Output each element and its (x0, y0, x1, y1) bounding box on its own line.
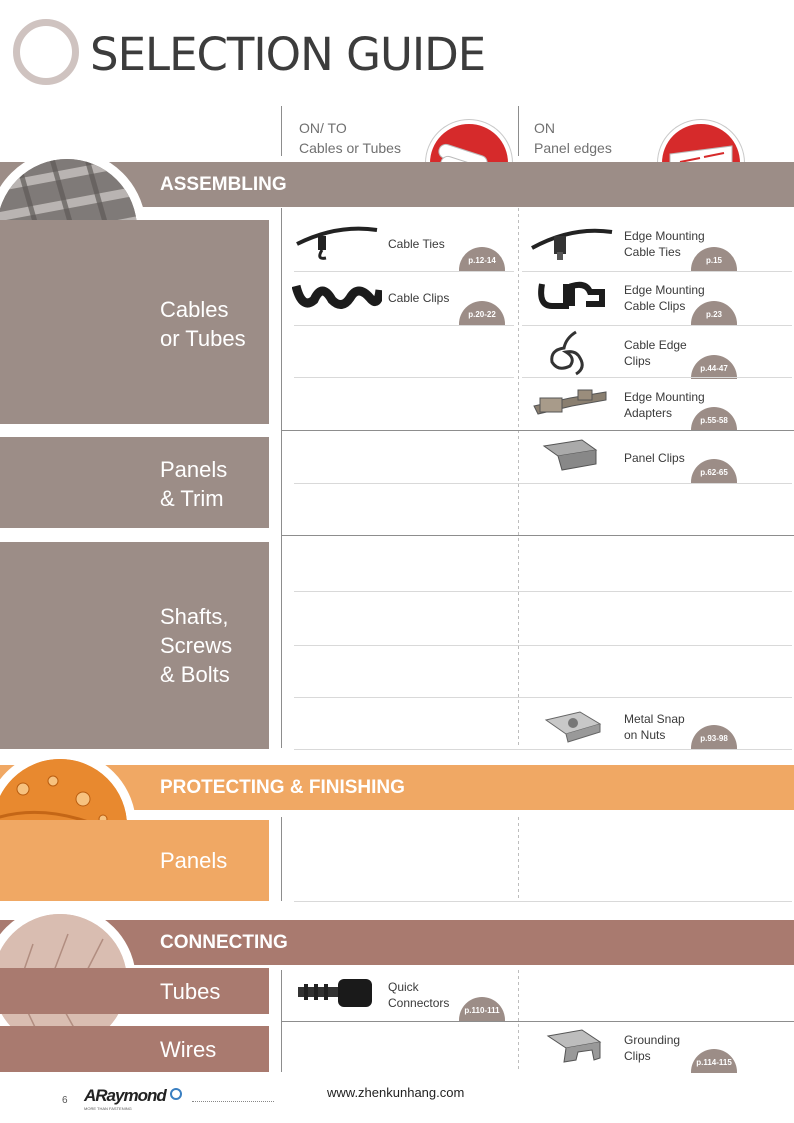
item-panel-clips[interactable] (624, 450, 685, 466)
row-separator (281, 430, 794, 431)
section-assembling: ASSEMBLING (0, 162, 794, 207)
title-ring-icon (13, 19, 79, 85)
item-metal-snap-on-nuts[interactable] (624, 711, 685, 743)
row-separator (294, 325, 514, 326)
row-separator (281, 535, 794, 536)
row-separator (294, 591, 792, 592)
row-label-line: & Trim (160, 486, 224, 511)
row-label-line: Panels (160, 457, 228, 482)
item-label-line: Edge Mounting (624, 390, 705, 404)
page-reference-badge[interactable]: p.44-47 (691, 355, 737, 379)
row-label-line: Cables (160, 297, 229, 322)
column-divider (518, 208, 519, 748)
row-label-line: & Bolts (160, 662, 230, 687)
page-reference-badge[interactable]: p.62-65 (691, 459, 737, 483)
row-wires (0, 1026, 269, 1072)
item-label-line: Panel Clips (624, 451, 685, 465)
row-label-line: Panels (160, 848, 228, 873)
cable-edge-clip-icon (546, 328, 596, 381)
row-shafts-screws-bolts (0, 542, 269, 749)
item-cable-ties[interactable] (388, 236, 445, 252)
page-title: SELECTION GUIDE (90, 28, 486, 81)
section-protecting-finishing: PROTECTING & FINISHING (0, 765, 794, 810)
item-label-line: Cable Ties (624, 245, 681, 259)
row-label-line: or Tubes (160, 326, 246, 351)
column-divider (281, 106, 282, 156)
column-header-line: ON/ TO (299, 120, 347, 136)
row-separator (522, 271, 792, 272)
row-label-line: Shafts, (160, 604, 229, 629)
column-divider (281, 817, 282, 901)
page-reference-badge[interactable]: p.110-111 (459, 997, 505, 1021)
website-url[interactable]: www.zhenkunhang.com (327, 1085, 465, 1100)
item-label-line: Clips (624, 354, 651, 368)
item-label-line: Adapters (624, 406, 673, 420)
row-panels-and-trim (0, 437, 269, 528)
item-label-line: Clips (624, 1049, 651, 1063)
item-cable-edge-clips[interactable] (624, 337, 687, 369)
logo-tagline: MORE THAN FASTENING (84, 1106, 132, 1111)
item-label-line: Cable Ties (388, 237, 445, 251)
item-label-line: on Nuts (624, 728, 666, 742)
row-separator (522, 325, 792, 326)
page-reference-badge[interactable]: p.55-58 (691, 407, 737, 431)
row-separator (294, 377, 514, 378)
row-label (160, 295, 246, 353)
item-grounding-clips[interactable] (624, 1032, 680, 1064)
item-label-line: Cable Clips (388, 291, 450, 305)
row-separator (294, 697, 792, 698)
page-reference-badge[interactable]: p.12-14 (459, 247, 505, 271)
column-divider (518, 817, 519, 901)
page-reference-badge[interactable]: p.93-98 (691, 725, 737, 749)
column-header-panel-edges (534, 118, 612, 158)
row-label (160, 977, 220, 1006)
row-separator (281, 1021, 794, 1022)
quick-connector-icon (296, 975, 380, 1016)
column-divider (281, 208, 282, 748)
row-separator (522, 377, 792, 378)
edge-adapter-icon (530, 384, 610, 429)
column-header-line: ON (534, 120, 555, 136)
logo-text: ARaymond (84, 1086, 166, 1105)
item-label-line: Quick (388, 980, 419, 994)
araymond-logo (84, 1086, 166, 1111)
panel-clip-icon (540, 436, 600, 483)
column-header-line: Panel edges (534, 140, 612, 156)
logo-eye-icon (170, 1088, 182, 1100)
row-separator (294, 271, 514, 272)
item-quick-connectors[interactable] (388, 979, 449, 1011)
cable-tie-icon (292, 222, 382, 267)
item-label-line: Cable Clips (624, 299, 686, 313)
row-label-line: Screws (160, 633, 233, 658)
row-separator (294, 749, 792, 750)
page-reference-badge[interactable]: p.114-115 (691, 1049, 737, 1073)
row-separator (294, 645, 792, 646)
row-label (160, 455, 227, 513)
item-cable-clips[interactable] (388, 290, 449, 306)
grounding-clip-icon (542, 1024, 604, 1073)
column-header-line: Cables or Tubes (299, 140, 401, 156)
item-label-line: Cable Edge (624, 338, 687, 352)
page-number: 6 (62, 1095, 68, 1106)
item-edge-mounting-cable-clips[interactable] (624, 282, 705, 314)
item-label-line: Connectors (388, 996, 450, 1010)
section-connecting: CONNECTING (0, 920, 794, 965)
cable-clip-icon (292, 276, 382, 321)
page-reference-badge[interactable]: p.20-22 (459, 301, 505, 325)
row-panels (0, 820, 269, 901)
row-label (160, 846, 227, 875)
row-label (160, 602, 232, 689)
column-divider (518, 106, 519, 156)
item-label-line: Edge Mounting (624, 283, 705, 297)
row-separator (294, 483, 792, 484)
edge-cable-tie-icon (528, 222, 618, 267)
item-edge-mounting-adapters[interactable] (624, 389, 705, 421)
snap-nut-icon (540, 702, 604, 751)
row-label-line: Wires (160, 1037, 217, 1062)
item-label-line: Metal Snap (624, 712, 685, 726)
row-separator (294, 901, 792, 902)
row-label (160, 1035, 216, 1064)
row-cables-or-tubes (0, 220, 269, 424)
footer-dotted-line (192, 1101, 274, 1102)
page-reference-badge[interactable]: p.15 (691, 247, 737, 271)
page-reference-badge[interactable]: p.23 (691, 301, 737, 325)
item-label-line: Edge Mounting (624, 229, 705, 243)
row-label-line: Tubes (160, 979, 221, 1004)
edge-cable-clip-icon (536, 276, 611, 321)
item-label-line: Grounding (624, 1033, 681, 1047)
row-tubes (0, 968, 269, 1014)
column-header-cables (299, 118, 401, 158)
item-edge-mounting-cable-ties[interactable] (624, 228, 705, 260)
